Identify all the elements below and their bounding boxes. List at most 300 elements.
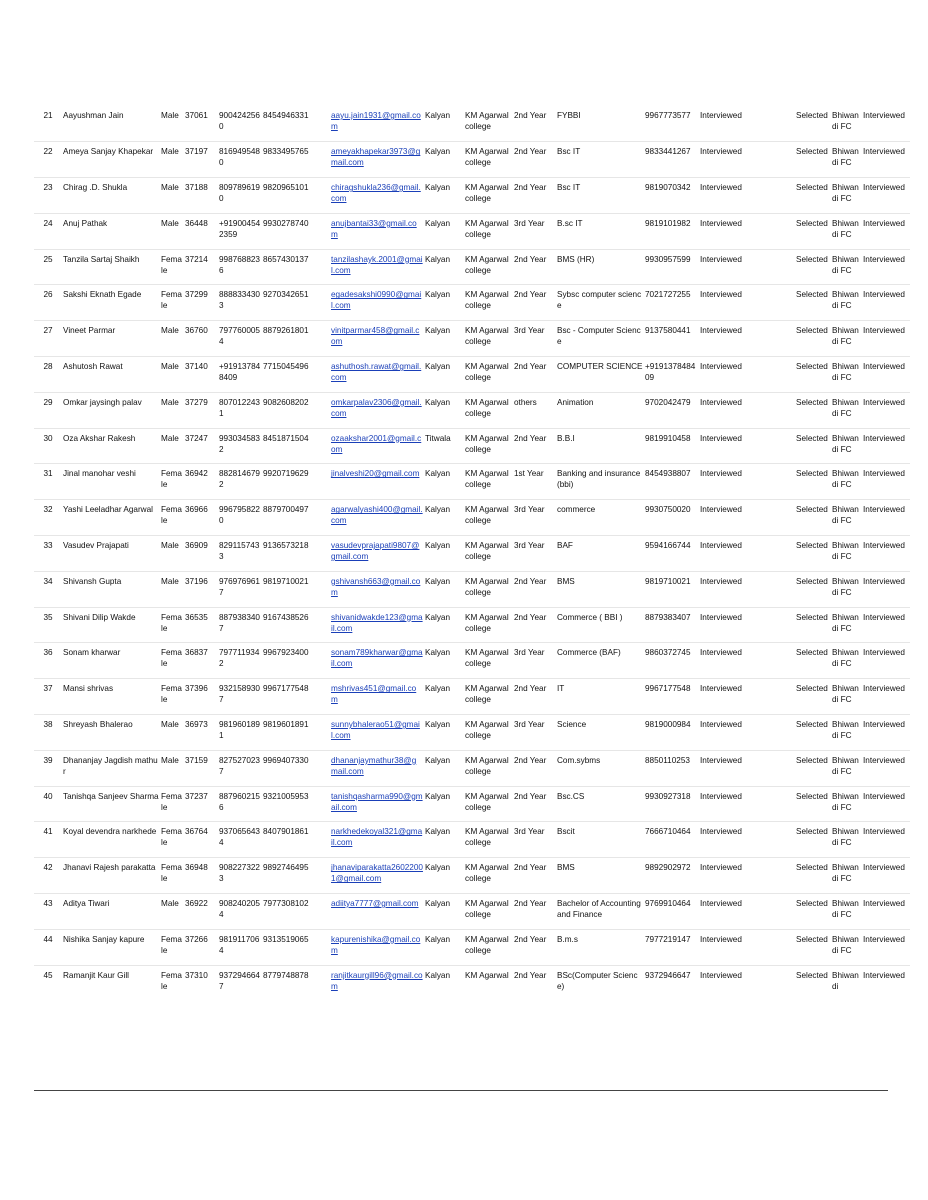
row-number-cell: 41 [34, 822, 62, 858]
name-cell: Aditya Tiwari [62, 894, 160, 930]
table-row [34, 894, 910, 930]
center-cell: Bhiwandi FC [831, 894, 862, 930]
final-status-cell: Interviewed [862, 715, 910, 751]
gender-cell: Male [160, 213, 184, 249]
center-cell: Bhiwandi FC [831, 786, 862, 822]
interview-status-cell: Interviewed [699, 357, 795, 393]
table-row [34, 822, 910, 858]
result-cell: Selected [795, 357, 831, 393]
row-number-cell: 25 [34, 249, 62, 285]
final-status-cell: Interviewed [862, 536, 910, 572]
year-cell: 3rd Year [513, 213, 556, 249]
college-cell: KM Agarwal college [464, 822, 513, 858]
name-cell: Anuj Pathak [62, 213, 160, 249]
name-cell: Vineet Parmar [62, 321, 160, 357]
phone-1-cell: 8275270237 [218, 750, 262, 786]
gender-cell: Female [160, 929, 184, 965]
email-link[interactable]: vinitparmar458@gmail.com [331, 326, 420, 347]
phone-2-cell: 7977308102 [262, 894, 330, 930]
gender-cell: Male [160, 321, 184, 357]
course-cell: FYBBI [556, 106, 644, 142]
email-link[interactable]: kapurenishika@gmail.com [331, 934, 421, 955]
id-cell: 36760 [184, 321, 218, 357]
center-cell: Bhiwandi FC [831, 643, 862, 679]
result-cell: Selected [795, 858, 831, 894]
row-number-cell: 35 [34, 607, 62, 643]
location-cell: Kalyan [424, 285, 464, 321]
phone-2-cell: 9820965101 [262, 178, 330, 214]
email-link[interactable]: jhanaviparakatta26022001@gmail.com [331, 863, 423, 884]
contact-cell: 9930750020 [644, 500, 699, 536]
year-cell: 2nd Year [513, 178, 556, 214]
name-cell: Chirag .D. Shukla [62, 178, 160, 214]
table-row [34, 679, 910, 715]
phone-2-cell: 9270342651 [262, 285, 330, 321]
email-link[interactable]: ashuthosh.rawat@gmail.com [331, 362, 422, 383]
interview-status-cell: Interviewed [699, 142, 795, 178]
row-number-cell: 31 [34, 464, 62, 500]
row-number-cell: 44 [34, 929, 62, 965]
center-cell: Bhiwandi FC [831, 428, 862, 464]
center-cell: Bhiwandi FC [831, 321, 862, 357]
table-row [34, 464, 910, 500]
name-cell: Sakshi Eknath Egade [62, 285, 160, 321]
contact-cell: 9967773577 [644, 106, 699, 142]
table-row [34, 357, 910, 393]
row-number-cell: 36 [34, 643, 62, 679]
interview-status-cell: Interviewed [699, 643, 795, 679]
course-cell: Science [556, 715, 644, 751]
id-cell: 36909 [184, 536, 218, 572]
result-cell: Selected [795, 428, 831, 464]
phone-2-cell: 8451871504 [262, 428, 330, 464]
center-cell: Bhiwandi FC [831, 178, 862, 214]
table-row [34, 285, 910, 321]
phone-1-cell: 9819117064 [218, 929, 262, 965]
phone-1-cell: 9819601891 [218, 715, 262, 751]
college-cell: KM Agarwal college [464, 607, 513, 643]
row-number-cell: 40 [34, 786, 62, 822]
email-link[interactable]: gshivansh663@gmail.com [331, 576, 421, 597]
course-cell: Bsc IT [556, 178, 644, 214]
location-cell: Kalyan [424, 249, 464, 285]
table-row [34, 929, 910, 965]
location-cell: Kalyan [424, 929, 464, 965]
id-cell: 36535 [184, 607, 218, 643]
id-cell: 36966 [184, 500, 218, 536]
phone-1-cell: 9967958220 [218, 500, 262, 536]
id-cell: 36448 [184, 213, 218, 249]
gender-cell: Female [160, 858, 184, 894]
center-cell: Bhiwandi FC [831, 213, 862, 249]
location-cell: Kalyan [424, 750, 464, 786]
result-cell: Selected [795, 178, 831, 214]
location-cell: Kalyan [424, 392, 464, 428]
phone-2-cell: 9082608202 [262, 392, 330, 428]
table-row [34, 142, 910, 178]
name-cell: Koyal devendra narkhede [62, 822, 160, 858]
location-cell: Kalyan [425, 970, 451, 980]
final-status-cell: Interviewed [862, 142, 910, 178]
final-status-cell: Interviewed [862, 679, 910, 715]
name-cell: Jhanavi Rajesh parakatta [62, 858, 160, 894]
interview-status-cell: Interviewed [699, 858, 795, 894]
contact-cell: 9819000984 [644, 715, 699, 751]
table-row [34, 178, 910, 214]
center-cell: Bhiwandi FC [831, 858, 862, 894]
course-cell: Banking and insurance (bbi) [556, 464, 644, 500]
interview-status-cell: Interviewed [699, 464, 795, 500]
row-number-cell: 42 [34, 858, 62, 894]
year-cell: 2nd Year [513, 249, 556, 285]
year-cell: 3rd Year [513, 643, 556, 679]
row-number-cell: 28 [34, 357, 62, 393]
phone-1-cell: 9987688236 [218, 249, 262, 285]
email-cell [330, 894, 424, 930]
college-cell: KM Agarwal college [464, 929, 513, 965]
table-row [34, 500, 910, 536]
final-status-cell: Interviewed [863, 970, 905, 980]
id-cell: 37214 [184, 249, 218, 285]
gender-cell: Female [160, 822, 184, 858]
email-cell [330, 249, 424, 285]
result-cell: Selected [795, 643, 831, 679]
gender-cell: Male [160, 392, 184, 428]
email-link[interactable]: dhananjaymathur38@gmail.com [331, 755, 417, 776]
name-cell: Shreyash Bhalerao [62, 715, 160, 751]
contact-cell: 7977219147 [644, 929, 699, 965]
final-status-cell: Interviewed [862, 213, 910, 249]
final-status-cell: Interviewed [862, 357, 910, 393]
college-cell: KM Agarwal college [464, 643, 513, 679]
name-cell: Ramanjit Kaur Gill [63, 970, 129, 980]
email-link[interactable]: ameyakhapekar3973@gmail.com [331, 147, 421, 168]
id-cell: 37159 [184, 750, 218, 786]
row-number-cell: 27 [34, 321, 62, 357]
id-cell: 36922 [184, 894, 218, 930]
id-cell: 36942 [184, 464, 218, 500]
course-cell: Commerce (BAF) [556, 643, 644, 679]
table-row [34, 106, 910, 142]
name-cell: Yashi Leeladhar Agarwal [62, 500, 160, 536]
location-cell: Kalyan [424, 213, 464, 249]
name-cell: Shivani Dilip Wakde [62, 607, 160, 643]
phone-2-cell: 8657430137 [262, 249, 330, 285]
phone-1-cell: 9321589307 [218, 679, 262, 715]
college-cell: KM Agarwal college [464, 894, 513, 930]
email-cell [330, 213, 424, 249]
result-cell: Selected [795, 500, 831, 536]
contact-cell: 9819710021 [644, 571, 699, 607]
college-cell: KM Agarwal college [464, 178, 513, 214]
contact-cell: 8879383407 [644, 607, 699, 643]
final-status-cell: Interviewed [862, 321, 910, 357]
college-cell: KM Agarwal college [464, 571, 513, 607]
course-cell: B.m.s [556, 929, 644, 965]
contact-cell: 9967177548 [644, 679, 699, 715]
email-cell [330, 571, 424, 607]
email-link[interactable]: vasudevprajapati9807@gmail.com [331, 541, 420, 562]
email-link[interactable]: anujbantai33@gmail.com [331, 218, 417, 239]
interview-status-cell: Interviewed [699, 822, 795, 858]
interview-status-cell: Interviewed [699, 249, 795, 285]
row-number-cell: 37 [34, 679, 62, 715]
row-number-cell: 22 [34, 142, 62, 178]
contact-cell: +919137848409 [644, 357, 699, 393]
interview-status-cell: Interviewed [699, 894, 795, 930]
table-row [34, 715, 910, 751]
email-link[interactable]: jinalveshi20@gmail.com [331, 469, 420, 479]
center-cell: Bhiwandi [832, 970, 859, 991]
gender-cell: Female [160, 607, 184, 643]
final-status-cell: Interviewed [862, 464, 910, 500]
phone-2-cell: 9313519065 [262, 929, 330, 965]
table-row [34, 213, 910, 249]
contact-cell: 9819910458 [644, 428, 699, 464]
email-link[interactable]: ozaakshar2001@gmail.com [331, 433, 422, 454]
email-cell [330, 321, 424, 357]
gender-cell: Female [160, 249, 184, 285]
location-cell: Kalyan [424, 643, 464, 679]
location-cell: Kalyan [424, 464, 464, 500]
email-cell [330, 679, 424, 715]
spreadsheet-page [34, 106, 910, 992]
year-cell: others [513, 392, 556, 428]
phone-1-cell: 9004242560 [218, 106, 262, 142]
row-number-cell: 29 [34, 392, 62, 428]
name-cell: Oza Akshar Rakesh [62, 428, 160, 464]
email-link[interactable]: sunnybhalerao51@gmail.com [331, 720, 420, 741]
bottom-border [34, 1090, 888, 1091]
table-row [34, 571, 910, 607]
final-status-cell: Interviewed [862, 607, 910, 643]
contact-cell: 9833441267 [644, 142, 699, 178]
email-link[interactable]: tanishqasharma990@gmail.com [331, 791, 423, 812]
phone-1-cell: 9370656434 [218, 822, 262, 858]
email-link[interactable]: egadesakshi0990@gmail.com [331, 290, 422, 311]
gender-cell: Female [160, 679, 184, 715]
phone-1-cell: 9082273223 [218, 858, 262, 894]
location-cell: Kalyan [424, 679, 464, 715]
interview-status-cell: Interviewed [699, 679, 795, 715]
location-cell: Kalyan [424, 894, 464, 930]
result-cell: Selected [795, 464, 831, 500]
college-cell: KM Agarwal college [464, 786, 513, 822]
year-cell: 2nd Year [513, 858, 556, 894]
phone-2-cell: 8779748878 [263, 970, 309, 980]
gender-cell: Male [160, 142, 184, 178]
email-cell [330, 750, 424, 786]
row-number-cell: 23 [34, 178, 62, 214]
phone-1-cell: +919137848409 [218, 357, 262, 393]
email-link[interactable]: agarwalyashi400@gmail.com [331, 505, 423, 526]
center-cell: Bhiwandi FC [831, 929, 862, 965]
contact-cell: 7021727255 [644, 285, 699, 321]
result-cell: Selected [795, 607, 831, 643]
center-cell: Bhiwandi FC [831, 249, 862, 285]
college-cell: KM Agarwal college [464, 464, 513, 500]
center-cell: Bhiwandi FC [831, 571, 862, 607]
email-link[interactable]: mshrivas451@gmail.com [331, 684, 417, 705]
contact-cell: 9930927318 [644, 786, 699, 822]
row-number-cell: 34 [34, 571, 62, 607]
phone-2-cell: 9167438526 [262, 607, 330, 643]
id-cell: 36837 [184, 643, 218, 679]
final-status-cell: Interviewed [862, 249, 910, 285]
result-cell: Selected [795, 822, 831, 858]
id-cell: 37310 [185, 970, 208, 980]
email-link[interactable]: omkarpalav2306@gmail.com [331, 397, 422, 418]
location-cell: Kalyan [424, 321, 464, 357]
phone-1-cell: 8291157433 [218, 536, 262, 572]
row-number-cell: 26 [34, 285, 62, 321]
center-cell: Bhiwandi FC [831, 750, 862, 786]
result-cell: Selected [795, 571, 831, 607]
result-cell: Selected [795, 213, 831, 249]
name-cell: Nishika Sanjay kapure [62, 929, 160, 965]
email-cell [330, 715, 424, 751]
final-status-cell: Interviewed [862, 106, 910, 142]
course-cell: commerce [556, 500, 644, 536]
email-link[interactable]: shivanidwakde123@gmail.com [331, 612, 423, 633]
year-cell: 3rd Year [513, 715, 556, 751]
final-status-cell: Interviewed [862, 858, 910, 894]
email-link[interactable]: narkhedekoyal321@gmail.com [331, 827, 423, 848]
college-cell: KM Agarwal college [464, 106, 513, 142]
course-cell: BMS [556, 571, 644, 607]
interview-status-cell: Interviewed [700, 970, 742, 980]
final-status-cell: Interviewed [862, 571, 910, 607]
final-status-cell: Interviewed [862, 428, 910, 464]
center-cell: Bhiwandi FC [831, 142, 862, 178]
email-link[interactable]: adiitya7777@gmail.com [331, 899, 419, 909]
gender-cell: Male [160, 571, 184, 607]
contact-cell: 9819070342 [644, 178, 699, 214]
final-status-cell: Interviewed [862, 285, 910, 321]
row-number-cell: 45 [43, 970, 53, 980]
email-cell [330, 357, 424, 393]
result-cell: Selected [795, 321, 831, 357]
course-cell: Bsc - Computer Science [556, 321, 644, 357]
interview-status-cell: Interviewed [699, 750, 795, 786]
year-cell: 2nd Year [513, 607, 556, 643]
row-number-cell: 24 [34, 213, 62, 249]
email-cell [330, 786, 424, 822]
course-cell: BMS (HR) [556, 249, 644, 285]
phone-1-cell: 8169495480 [218, 142, 262, 178]
college-cell: KM Agarwal college [464, 213, 513, 249]
result-cell: Selected [795, 679, 831, 715]
email-link[interactable]: aayu.jain1931@gmail.com [331, 111, 421, 131]
table-row [34, 392, 910, 428]
contact-cell: 8850110253 [644, 750, 699, 786]
id-cell: 37140 [184, 357, 218, 393]
year-cell: 2nd Year [513, 142, 556, 178]
email-link[interactable]: tanzilashayk.2001@gmail.com [331, 254, 423, 275]
result-cell: Selected [795, 142, 831, 178]
interview-status-cell: Interviewed [699, 392, 795, 428]
contact-cell: 8454938807 [644, 464, 699, 500]
location-cell: Kalyan [424, 500, 464, 536]
contact-cell: 9769910464 [644, 894, 699, 930]
email-link[interactable]: chiragshukla236@gmail.com [331, 183, 421, 204]
email-cell [330, 607, 424, 643]
name-cell: Aayushman Jain [62, 106, 160, 142]
center-cell: Bhiwandi FC [831, 106, 862, 142]
college-cell: KM Agarwal college [464, 679, 513, 715]
college-cell: KM Agarwal college [464, 715, 513, 751]
location-cell: Kalyan [424, 571, 464, 607]
contact-cell: 9372946647 [645, 970, 691, 980]
phone-2-cell: 9819710021 [262, 571, 330, 607]
id-cell: 37279 [184, 392, 218, 428]
email-cell [330, 142, 424, 178]
result-cell: Selected [795, 786, 831, 822]
email-cell [330, 285, 424, 321]
location-cell: Titwala [424, 428, 464, 464]
gender-cell: Male [160, 428, 184, 464]
phone-1-cell: 8879602156 [218, 786, 262, 822]
final-status-cell: Interviewed [862, 894, 910, 930]
email-cell [330, 464, 424, 500]
id-cell: 37197 [184, 142, 218, 178]
email-link[interactable]: sonam789kharwar@gmail.com [331, 648, 423, 669]
contact-cell: 9930957599 [644, 249, 699, 285]
year-cell: 2nd Year [513, 428, 556, 464]
center-cell: Bhiwandi FC [831, 822, 862, 858]
phone-1-cell: 7977119342 [218, 643, 262, 679]
phone-2-cell: 9321005953 [262, 786, 330, 822]
course-cell: Commerce ( BBI ) [556, 607, 644, 643]
course-cell: BSc(Computer Science) [557, 970, 638, 991]
email-cell [330, 428, 424, 464]
gender-cell: Female [160, 786, 184, 822]
contact-cell: 9702042479 [644, 392, 699, 428]
college-cell: KM Agarwal college [464, 750, 513, 786]
gender-cell: Female [160, 500, 184, 536]
name-cell: Dhananjay Jagdish mathur [62, 750, 160, 786]
phone-2-cell: 9892746495 [262, 858, 330, 894]
phone-2-cell: 9930278740 [262, 213, 330, 249]
college-cell: KM Agarwal college [464, 428, 513, 464]
gender-cell: Male [160, 178, 184, 214]
college-cell: KM Agarwal college [464, 142, 513, 178]
table-row [34, 536, 910, 572]
course-cell: Bsc.CS [556, 786, 644, 822]
center-cell: Bhiwandi FC [831, 464, 862, 500]
location-cell: Kalyan [424, 142, 464, 178]
table-body [34, 106, 910, 992]
year-cell: 2nd Year [513, 106, 556, 142]
location-cell: Kalyan [424, 357, 464, 393]
final-status-cell: Interviewed [862, 178, 910, 214]
name-cell: Shivansh Gupta [62, 571, 160, 607]
id-cell: 37237 [184, 786, 218, 822]
gender-cell: Male [160, 715, 184, 751]
phone-2-cell: 9833495765 [262, 142, 330, 178]
interview-status-cell: Interviewed [699, 536, 795, 572]
email-link[interactable]: ranjitkaurgill96@gmail.com [331, 970, 423, 991]
table-row [34, 321, 910, 357]
result-cell: Selected [795, 249, 831, 285]
name-cell: Ashutosh Rawat [62, 357, 160, 393]
table-row [34, 858, 910, 894]
college-cell: KM Agarwal college [464, 392, 513, 428]
phone-1-cell: 8879383407 [218, 607, 262, 643]
interview-status-cell: Interviewed [699, 786, 795, 822]
course-cell: B.sc IT [556, 213, 644, 249]
final-status-cell: Interviewed [862, 929, 910, 965]
